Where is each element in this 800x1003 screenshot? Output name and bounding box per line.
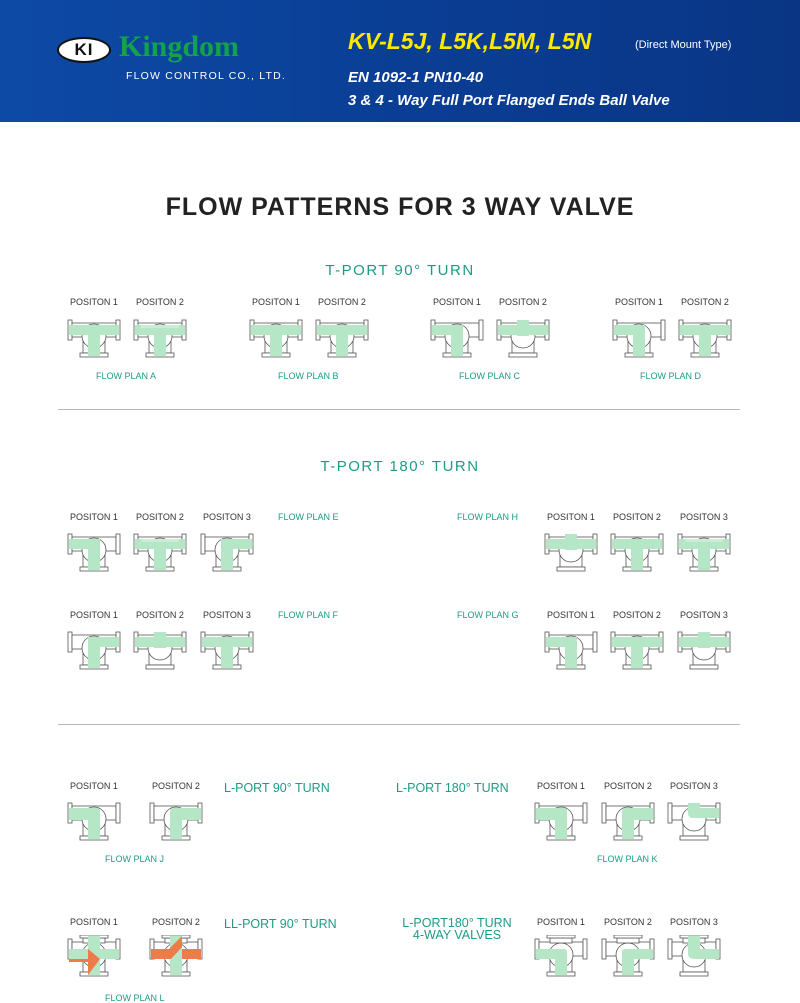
position-label: POSITON 1 [70, 781, 118, 791]
position-label: POSITON 1 [70, 610, 118, 620]
mount-type: (Direct Mount Type) [635, 39, 732, 51]
valve-diagram [133, 628, 187, 675]
description-text: 3 & 4 - Way Full Port Flanged Ends Ball Valve [348, 92, 670, 109]
flow-plan-label: FLOW PLAN K [597, 854, 658, 864]
valve-diagram [678, 316, 732, 363]
position-label: POSITON 2 [604, 917, 652, 927]
valve-diagram [200, 628, 254, 675]
valve-diagram [496, 316, 550, 363]
valve-diagram [133, 530, 187, 577]
valve-diagram [67, 530, 121, 577]
valve-diagram [667, 799, 721, 846]
position-label: POSITON 2 [318, 297, 366, 307]
section-title-llport-90: LL-PORT 90° TURN [224, 917, 337, 931]
valve-diagram [677, 628, 731, 675]
flow-plan-label: FLOW PLAN L [105, 993, 165, 1003]
logo-ki-text: KI [74, 40, 94, 59]
position-label: POSITON 2 [152, 917, 200, 927]
valve-diagram [133, 316, 187, 363]
position-label: POSITON 3 [203, 610, 251, 620]
valve-diagram [544, 530, 598, 577]
flow-plan-label: FLOW PLAN F [278, 610, 339, 620]
valve-diagram [612, 316, 666, 363]
position-label: POSITON 1 [537, 917, 585, 927]
section-title-tport-180: T-PORT 180° TURN [320, 458, 480, 475]
standard-text: EN 1092-1 PN10-40 [348, 69, 484, 86]
valve-diagram [544, 628, 598, 675]
position-label: POSITON 2 [604, 781, 652, 791]
valve-diagram [200, 530, 254, 577]
position-label: POSITON 2 [136, 610, 184, 620]
flow-plan-label: FLOW PLAN A [96, 371, 157, 381]
position-label: POSITON 2 [499, 297, 547, 307]
main-title: FLOW PATTERNS FOR 3 WAY VALVE [165, 193, 635, 221]
valve-diagram [315, 316, 369, 363]
valve-diagram [67, 935, 121, 982]
section-divider [58, 724, 740, 725]
section-title-line: 4-WAY VALVES [412, 928, 502, 942]
valve-diagram [534, 935, 588, 982]
valve-diagram [430, 316, 484, 363]
flow-plan-label: FLOW PLAN D [640, 371, 702, 381]
position-label: POSITON 1 [252, 297, 300, 307]
position-label: POSITON 1 [70, 512, 118, 522]
flow-plan-label: FLOW PLAN G [457, 610, 519, 620]
flow-plan-label: FLOW PLAN J [105, 854, 165, 864]
position-label: POSITON 1 [433, 297, 481, 307]
valve-diagram [149, 935, 203, 982]
position-label: POSITON 3 [680, 512, 728, 522]
valve-diagram [601, 935, 655, 982]
section-title-lport-180-4way [396, 917, 518, 941]
valve-diagram [67, 316, 121, 363]
flow-plan-label: FLOW PLAN E [278, 512, 339, 522]
flow-plan-label: FLOW PLAN B [278, 371, 339, 381]
position-label: POSITON 3 [670, 781, 718, 791]
flow-plan-label: FLOW PLAN C [459, 371, 521, 381]
logo-ki-emblem [57, 37, 111, 63]
position-label: POSITON 1 [70, 297, 118, 307]
position-label: POSITON 2 [152, 781, 200, 791]
section-divider [58, 409, 740, 410]
position-label: POSITON 2 [136, 297, 184, 307]
position-label: POSITON 2 [136, 512, 184, 522]
logo-subtitle: FLOW CONTROL CO., LTD. [126, 70, 286, 82]
position-label: POSITON 2 [613, 610, 661, 620]
section-title-lport-180: L-PORT 180° TURN [396, 781, 509, 795]
position-label: POSITON 1 [615, 297, 663, 307]
position-label: POSITON 2 [613, 512, 661, 522]
position-label: POSITON 2 [681, 297, 729, 307]
model-title: KV-L5J, L5K,L5M, L5N [348, 28, 592, 54]
valve-diagram [249, 316, 303, 363]
valve-diagram [601, 799, 655, 846]
valve-diagram [67, 628, 121, 675]
valve-diagram [610, 628, 664, 675]
valve-diagram [149, 799, 203, 846]
flow-plan-label: FLOW PLAN H [457, 512, 519, 522]
valve-diagram [677, 530, 731, 577]
valve-diagram [67, 799, 121, 846]
valve-diagram [534, 799, 588, 846]
section-title-tport-90: T-PORT 90° TURN [325, 262, 475, 279]
section-title-lport-90: L-PORT 90° TURN [224, 781, 330, 795]
position-label: POSITON 1 [70, 917, 118, 927]
position-label: POSITON 1 [547, 512, 595, 522]
position-label: POSITON 3 [680, 610, 728, 620]
valve-diagram [610, 530, 664, 577]
position-label: POSITON 3 [670, 917, 718, 927]
logo-brand: Kingdom [119, 30, 240, 63]
position-label: POSITON 1 [547, 610, 595, 620]
valve-diagram [667, 935, 721, 982]
header-banner [0, 0, 800, 122]
position-label: POSITON 3 [203, 512, 251, 522]
section-title-line: L-PORT180° TURN [402, 916, 512, 930]
position-label: POSITON 1 [537, 781, 585, 791]
